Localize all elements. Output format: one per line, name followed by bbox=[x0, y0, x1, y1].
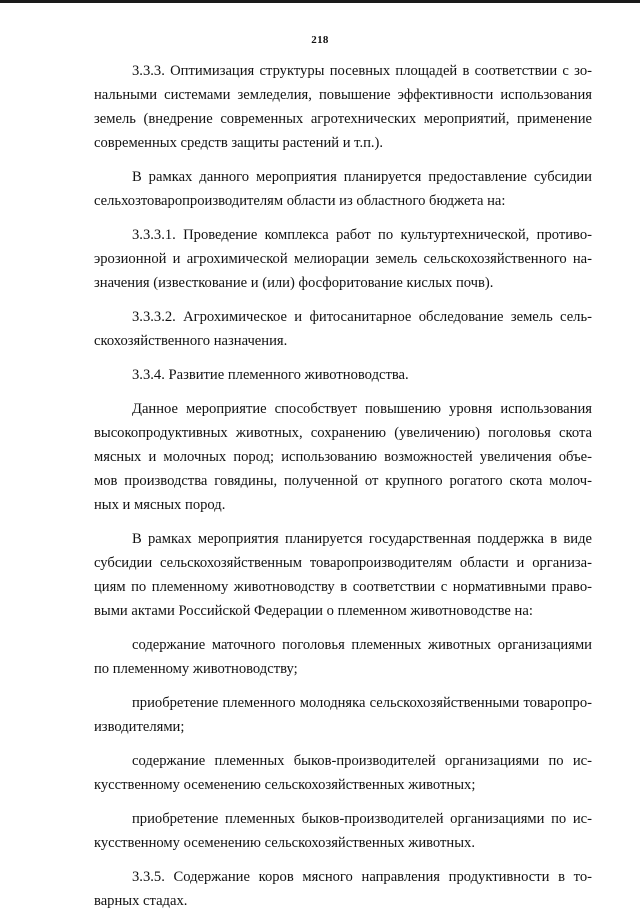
text-line: значения (известкование и (или) фосфоритование кислых почв). bbox=[94, 275, 494, 291]
text-line: содержание маточного поголовья племенных животных организациями bbox=[132, 637, 592, 653]
list-item-breeding-stock bbox=[94, 633, 592, 681]
text-line: выми актами Российской Федерации о племенном животноводстве на: bbox=[94, 603, 533, 619]
text-line: мясных и молочных пород; использованию возможностей увеличения объе- bbox=[94, 449, 592, 465]
paragraph-subsidy-intro bbox=[94, 165, 592, 213]
text-line: скохозяйственного назначения. bbox=[94, 333, 288, 349]
text-line: Данное мероприятие способствует повышению уровня использования bbox=[132, 401, 592, 417]
paragraph-3-3-4 bbox=[94, 363, 592, 387]
text-line: субсидии сельскохозяйственным товаропроизводителям области и организа- bbox=[94, 555, 592, 571]
paragraph-3-3-3-2 bbox=[94, 305, 592, 353]
text-line: варных стадах. bbox=[94, 893, 188, 909]
text-line: В рамках мероприятия планируется государственная поддержка в виде bbox=[132, 531, 592, 547]
text-line: 3.3.5. Содержание коров мясного направления продуктивности в то- bbox=[132, 869, 592, 885]
text-line: эрозионной и агрохимической мелиорации земель сельскохозяйственного на- bbox=[94, 251, 592, 267]
text-line: 3.3.4. Развитие племенного животноводства. bbox=[132, 367, 409, 383]
text-line: приобретение племенных быков-производителей организациями по ис- bbox=[132, 811, 592, 827]
text-line: высокопродуктивных животных, сохранению (увеличению) поголовья скота bbox=[94, 425, 592, 441]
paragraph-3-3-3-1 bbox=[94, 223, 592, 295]
paragraph-3-3-3 bbox=[94, 59, 592, 155]
text-line: 3.3.3. Оптимизация структуры посевных площадей в соответствии с зо- bbox=[132, 63, 592, 79]
text-line: приобретение племенного молодняка сельскохозяйственными товаропро- bbox=[132, 695, 592, 711]
text-line: кусственному осеменению сельскохозяйственных животных. bbox=[94, 835, 475, 851]
text-line: по племенному животноводству; bbox=[94, 661, 298, 677]
document-body bbox=[94, 59, 592, 913]
text-line: нальными системами земледелия, повышение эффективности использования bbox=[94, 87, 592, 103]
list-item-bulls-maintenance bbox=[94, 749, 592, 797]
text-line: 3.3.3.2. Агрохимическое и фитосанитарное обследование земель сель- bbox=[132, 309, 592, 325]
text-line: земель (внедрение современных агротехнических мероприятий, применение bbox=[94, 111, 592, 127]
text-line: В рамках данного мероприятия планируется предоставление субсидии bbox=[132, 169, 592, 185]
text-line: кусственному осеменению сельскохозяйственных животных; bbox=[94, 777, 476, 793]
page-number: 218 bbox=[311, 34, 329, 46]
text-line: циям по племенному животноводству в соответствии с нормативными право- bbox=[94, 579, 592, 595]
text-line: содержание племенных быков-производителей организациями по ис- bbox=[132, 753, 592, 769]
text-line: ных и мясных пород. bbox=[94, 497, 226, 513]
paragraph-livestock-description bbox=[94, 397, 592, 517]
paragraph-state-support bbox=[94, 527, 592, 623]
text-line: изводителями; bbox=[94, 719, 185, 735]
text-line: сельхозтоваропроизводителям области из областного бюджета на: bbox=[94, 193, 506, 209]
text-line: мов производства говядины, полученной от крупного рогатого скота молоч- bbox=[94, 473, 592, 489]
top-border-line bbox=[0, 0, 640, 3]
list-item-bulls-purchase bbox=[94, 807, 592, 855]
paragraph-3-3-5 bbox=[94, 865, 592, 913]
list-item-young-stock bbox=[94, 691, 592, 739]
text-line: 3.3.3.1. Проведение комплекса работ по культуртехнической, противо- bbox=[132, 227, 592, 243]
text-line: современных средств защиты растений и т.п.). bbox=[94, 135, 384, 151]
